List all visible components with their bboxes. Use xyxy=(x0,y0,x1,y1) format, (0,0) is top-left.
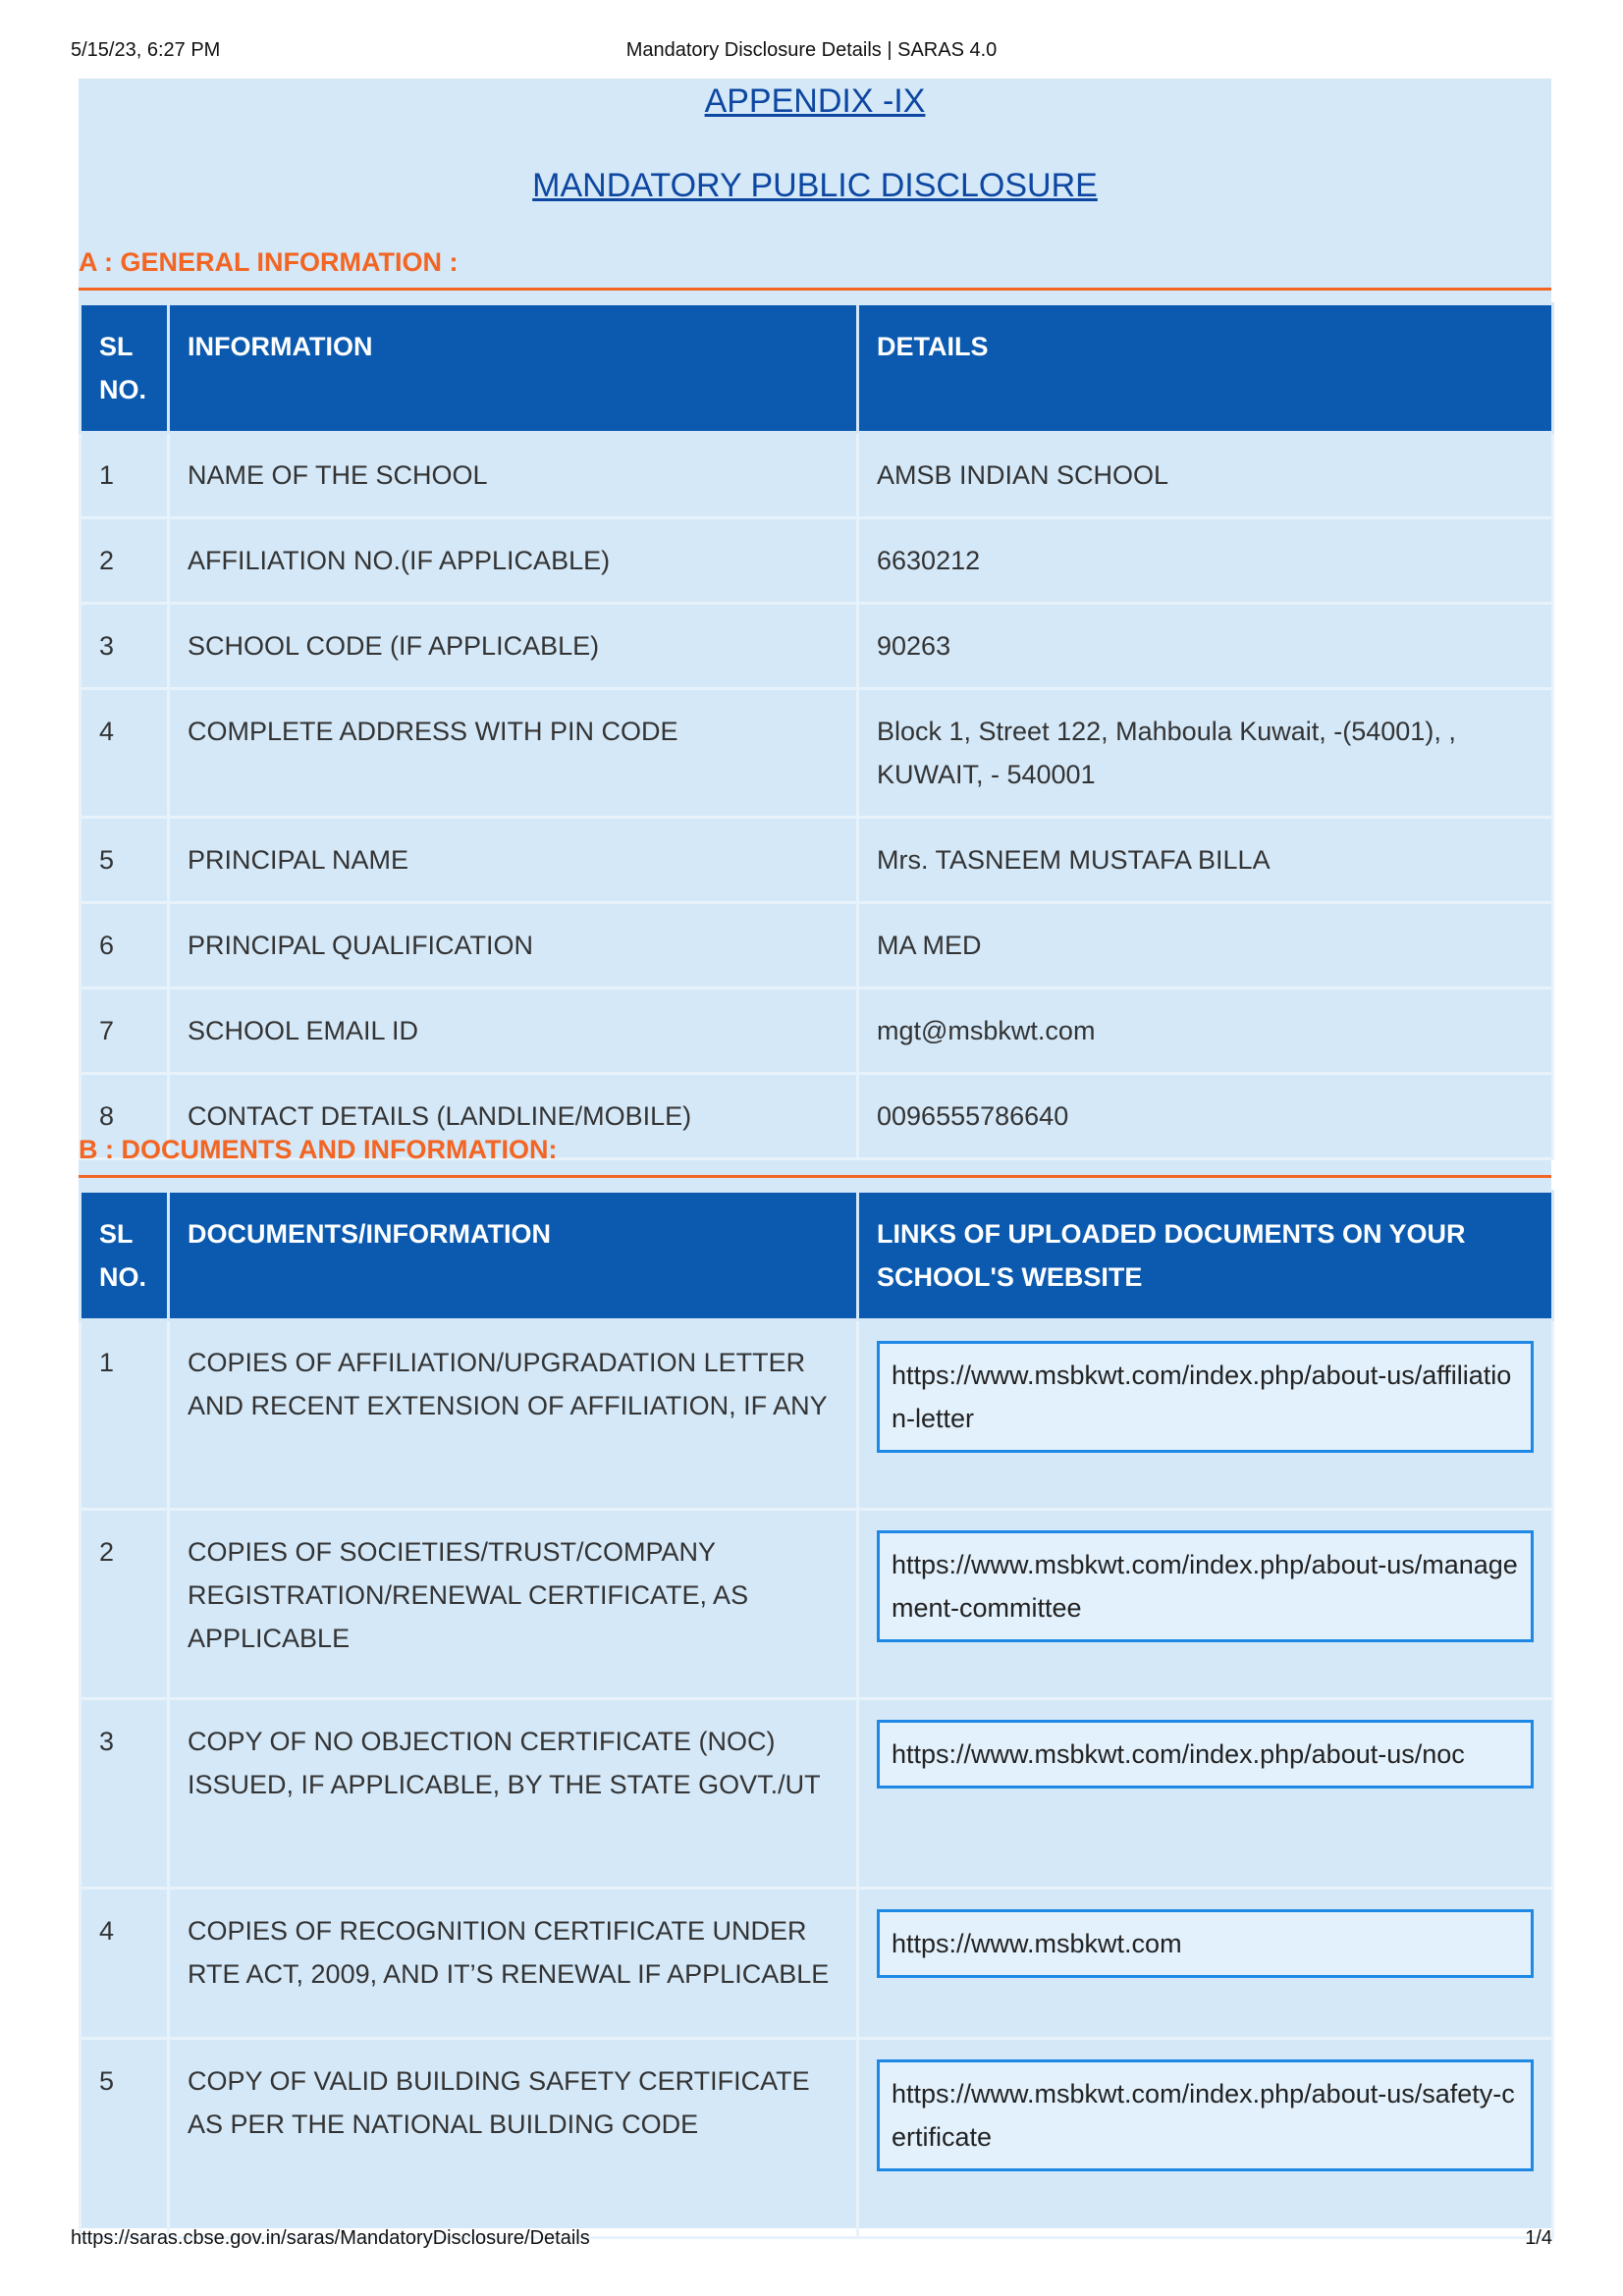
table-row xyxy=(81,818,1553,903)
row-sl-no: 1 xyxy=(81,433,169,518)
table-row xyxy=(81,1510,1553,1699)
print-page-number: 1/4 xyxy=(1525,2227,1552,2249)
row-sl-no: 3 xyxy=(81,604,169,689)
col-information: INFORMATION xyxy=(169,304,858,433)
document-link[interactable]: https://www.msbkwt.com xyxy=(877,1909,1534,1978)
table-row xyxy=(81,1320,1553,1510)
row-sl-no: 7 xyxy=(81,988,169,1074)
row-information: SCHOOL EMAIL ID xyxy=(169,988,858,1074)
row-sl-no: 4 xyxy=(81,689,169,818)
document-link[interactable]: https://www.msbkwt.com/index.php/about-us/noc xyxy=(877,1720,1534,1789)
row-document: COPIES OF AFFILIATION/UPGRADATION LETTER AND RECENT EXTENSION OF AFFILIATION, IF ANY xyxy=(169,1320,858,1510)
documents-table xyxy=(79,1190,1554,2239)
row-information: COMPLETE ADDRESS WITH PIN CODE xyxy=(169,689,858,818)
print-page-title: Mandatory Disclosure Details | SARAS 4.0 xyxy=(625,39,998,61)
table-header-row xyxy=(81,1192,1553,1320)
row-sl-no: 8 xyxy=(81,1074,169,1159)
col-documents: DOCUMENTS/INFORMATION xyxy=(169,1192,858,1320)
row-link-cell xyxy=(858,1699,1553,1889)
row-sl-no: 6 xyxy=(81,903,169,988)
main-title: MANDATORY PUBLIC DISCLOSURE xyxy=(532,167,1098,204)
row-link-cell xyxy=(858,1510,1553,1699)
table-header-row xyxy=(81,304,1553,433)
print-footer xyxy=(71,2227,1552,2257)
general-info-table xyxy=(79,302,1554,1160)
table-row xyxy=(81,903,1553,988)
row-document: COPY OF VALID BUILDING SAFETY CERTIFICATE AS PER THE NATIONAL BUILDING CODE xyxy=(169,2039,858,2238)
row-document: COPY OF NO OBJECTION CERTIFICATE (NOC) ISSUED, IF APPLICABLE, BY THE STATE GOVT./UT xyxy=(169,1699,858,1889)
row-sl-no: 3 xyxy=(81,1699,169,1889)
section-a-heading: A : GENERAL INFORMATION : xyxy=(79,247,1551,291)
table-row xyxy=(81,988,1553,1074)
row-sl-no: 2 xyxy=(81,518,169,604)
table-row xyxy=(81,433,1553,518)
print-datetime: 5/15/23, 6:27 PM xyxy=(71,39,221,61)
row-information: SCHOOL CODE (IF APPLICABLE) xyxy=(169,604,858,689)
row-information: NAME OF THE SCHOOL xyxy=(169,433,858,518)
row-details: Mrs. TASNEEM MUSTAFA BILLA xyxy=(858,818,1553,903)
row-sl-no: 5 xyxy=(81,818,169,903)
table-row xyxy=(81,1699,1553,1889)
col-details: DETAILS xyxy=(858,304,1553,433)
col-sl-no: SL NO. xyxy=(81,304,169,433)
row-information: PRINCIPAL QUALIFICATION xyxy=(169,903,858,988)
document-link[interactable]: https://www.msbkwt.com/index.php/about-us/safety-certificate xyxy=(877,2059,1534,2171)
appendix-title: APPENDIX -IX xyxy=(704,82,926,120)
row-details: 6630212 xyxy=(858,518,1553,604)
row-sl-no: 1 xyxy=(81,1320,169,1510)
table-row xyxy=(81,2039,1553,2238)
row-sl-no: 5 xyxy=(81,2039,169,2238)
row-details: AMSB INDIAN SCHOOL xyxy=(858,433,1553,518)
section-b-heading: B : DOCUMENTS AND INFORMATION: xyxy=(79,1135,1551,1178)
row-document: COPIES OF RECOGNITION CERTIFICATE UNDER RTE ACT, 2009, AND IT’S RENEWAL IF APPLICABLE xyxy=(169,1889,858,2039)
row-information: CONTACT DETAILS (LANDLINE/MOBILE) xyxy=(169,1074,858,1159)
row-information: PRINCIPAL NAME xyxy=(169,818,858,903)
table-row xyxy=(81,604,1553,689)
row-details: 0096555786640 xyxy=(858,1074,1553,1159)
row-details: 90263 xyxy=(858,604,1553,689)
print-url: https://saras.cbse.gov.in/saras/MandatoryDisclosure/Details xyxy=(71,2227,590,2249)
print-header xyxy=(71,39,1552,69)
row-details: mgt@msbkwt.com xyxy=(858,988,1553,1074)
row-link-cell xyxy=(858,2039,1553,2238)
document-link[interactable]: https://www.msbkwt.com/index.php/about-us/management-committee xyxy=(877,1530,1534,1642)
table-row xyxy=(81,1889,1553,2039)
row-link-cell xyxy=(858,1320,1553,1510)
col-links: LINKS OF UPLOADED DOCUMENTS ON YOUR SCHOOL'S WEBSITE xyxy=(858,1192,1553,1320)
row-document: COPIES OF SOCIETIES/TRUST/COMPANY REGISTRATION/RENEWAL CERTIFICATE, AS APPLICABLE xyxy=(169,1510,858,1699)
row-information: AFFILIATION NO.(IF APPLICABLE) xyxy=(169,518,858,604)
table-row xyxy=(81,518,1553,604)
disclosure-panel xyxy=(79,79,1551,2228)
row-sl-no: 4 xyxy=(81,1889,169,2039)
document-link[interactable]: https://www.msbkwt.com/index.php/about-us/affiliation-letter xyxy=(877,1341,1534,1453)
row-details: MA MED xyxy=(858,903,1553,988)
col-sl-no: SL NO. xyxy=(81,1192,169,1320)
table-row xyxy=(81,689,1553,818)
row-link-cell xyxy=(858,1889,1553,2039)
row-sl-no: 2 xyxy=(81,1510,169,1699)
row-details: Block 1, Street 122, Mahboula Kuwait, -(54001), , KUWAIT, - 540001 xyxy=(858,689,1553,818)
